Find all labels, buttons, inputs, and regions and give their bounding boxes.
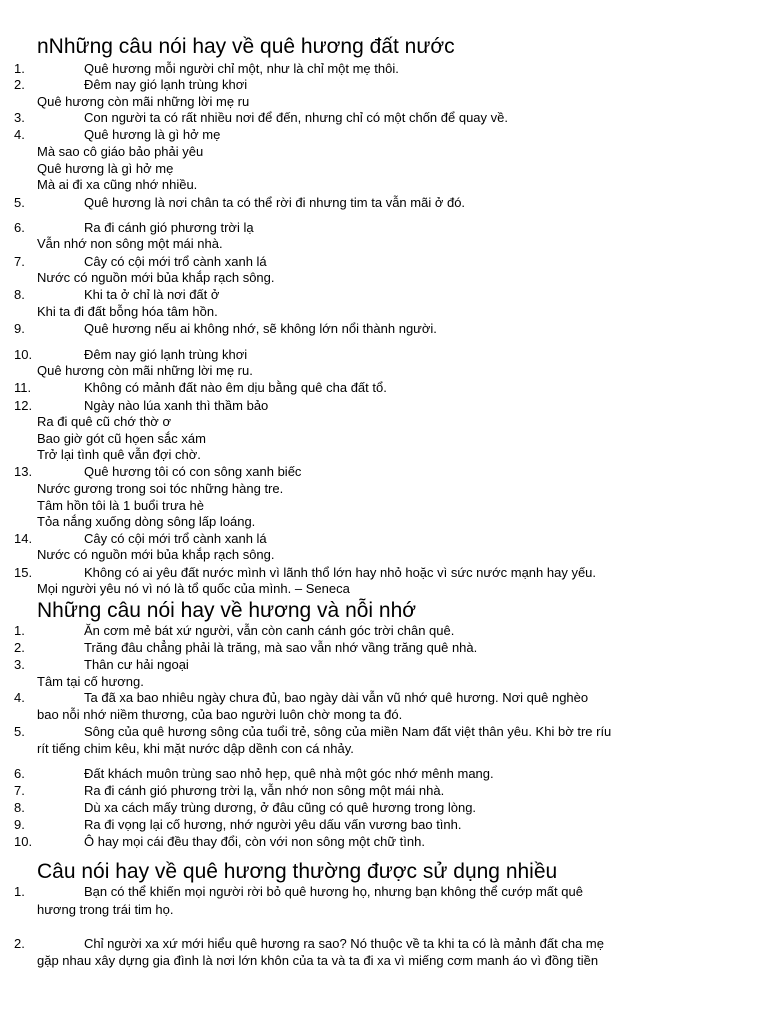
item-line: Ra đi vọng lại cố hương, nhớ người yêu dấu vấn vương bao tình. [84,817,462,832]
item-number: 12. [14,398,33,413]
item-line: Quê hương mỗi người chỉ một, như là chỉ một mẹ thôi. [84,61,399,76]
item-number: 13. [14,464,33,479]
item-line: Bao giờ gót cũ họen sắc xám [37,431,206,446]
item-line: rít tiếng chim kêu, khi mặt nước dập dềnh con cá nhảy. [37,741,354,756]
item-line: bao nỗi nhớ niềm thương, của bao người luôn chờ mong ta đó. [37,707,403,722]
item-number: 4. [14,127,25,142]
item-line: Không có mảnh đất nào êm dịu bằng quê cha đất tổ. [84,380,387,395]
item-line: Ăn cơm mẻ bát xứ người, vẫn còn canh cánh góc trời chân quê. [84,623,455,638]
item-line: Dù xa cách mấy trùng dương, ở đâu cũng có quê hương trong lòng. [84,800,477,815]
item-line: Quê hương là nơi chân ta có thể rời đi nhưng tim ta vẫn mãi ở đó. [84,195,466,210]
item-line: gặp nhau xây dựng gia đình là nơi lớn khôn của ta và ta đi xa vì miếng cơm manh áo vì đồng tiền [37,953,599,968]
item-line: Đất khách muôn trùng sao nhỏ hẹp, quê nhà một góc nhớ mênh mang. [84,766,494,781]
item-line: Mà ai đi xa cũng nhớ nhiều. [37,177,198,192]
item-number: 2. [14,77,25,92]
item-line: Quê hương còn mãi những lời mẹ ru [37,94,250,109]
item-line: Tâm hồn tôi là 1 buổi trưa hè [37,498,204,513]
item-line: Quê hương là gì hở mẹ [37,161,174,176]
item-number: 1. [14,884,25,899]
item-line: Không có ai yêu đất nước mình vì lãnh thổ lớn hay nhỏ hoặc vì sức nước mạnh hay yếu. [84,565,597,580]
item-line: Tỏa nắng xuống dòng sông lấp loáng. [37,514,256,529]
item-number: 8. [14,287,25,302]
item-line: Thân cư hải ngoại [84,657,189,672]
item-line: Khi ta ở chỉ là nơi đất ở [84,287,220,302]
item-line: Ngày nào lúa xanh thì thầm bảo [84,398,269,413]
section-title: nNhững câu nói hay về quê hương đất nước [37,35,455,58]
item-number: 10. [14,347,33,362]
item-line: Tâm tại cố hương. [37,674,144,689]
item-line: Đêm nay gió lạnh trùng khơi [84,347,248,362]
item-line: Quê hương nếu ai không nhớ, sẽ không lớn nổi thành người. [84,321,437,336]
item-number: 11. [14,380,32,395]
item-line: Chỉ người xa xứ mới hiểu quê hương ra sao? Nó thuộc về ta khi ta có là mảnh đất cha mẹ [84,936,604,951]
item-number: 9. [14,321,25,336]
item-number: 9. [14,817,25,832]
item-line: Cây có cội mới trổ cành xanh lá [84,254,267,269]
section-title: Câu nói hay về quê hương thường được sử dụng nhiều [37,860,558,883]
item-number: 7. [14,783,25,798]
item-number: 10. [14,834,33,849]
item-number: 2. [14,640,25,655]
item-line: Mà sao cô giáo bảo phải yêu [37,144,204,159]
item-line: Nước gương trong soi tóc những hàng tre. [37,481,284,496]
item-number: 2. [14,936,25,951]
item-number: 1. [14,61,25,76]
item-line: Quê hương là gì hở mẹ [84,127,221,142]
item-line: Mọi người yêu nó vì nó là tổ quốc của mình. – Seneca [37,581,350,596]
item-line: Cây có cội mới trổ cành xanh lá [84,531,267,546]
item-number: 1. [14,623,25,638]
item-line: Sông của quê hương sông của tuổi trẻ, sông của miền Nam đất việt thân yêu. Khi bờ tre ríu [84,724,612,739]
item-line: Trở lại tình quê vẫn đợi chờ. [37,447,201,462]
item-line: Ra đi quê cũ chớ thờ ơ [37,414,171,429]
item-line: Quê hương còn mãi những lời mẹ ru. [37,363,253,378]
item-number: 6. [14,220,25,235]
item-line: hương trong trái tim họ. [37,902,174,917]
item-line: Nước có nguồn mới bủa khắp rạch sông. [37,270,275,285]
item-line: Ô hay mọi cái đều thay đổi, còn với non sông một chữ tình. [84,834,425,849]
item-line: Khi ta đi đất bỗng hóa tâm hồn. [37,304,218,319]
item-line: Trăng đâu chẳng phải là trăng, mà sao vẫn nhớ vầng trăng quê nhà. [84,640,478,655]
item-line: Nước có nguồn mới bủa khắp rạch sông. [37,547,275,562]
item-number: 8. [14,800,25,815]
item-line: Con người ta có rất nhiều nơi để đến, nhưng chỉ có một chốn để quay về. [84,110,508,125]
item-number: 3. [14,110,25,125]
item-line: Ra đi cánh gió phương trời lạ, vẫn nhớ non sông một mái nhà. [84,783,445,798]
item-number: 6. [14,766,25,781]
item-line: Đêm nay gió lạnh trùng khơi [84,77,248,92]
item-line: Ra đi cánh gió phương trời lạ [84,220,254,235]
item-number: 5. [14,724,25,739]
item-line: Quê hương tôi có con sông xanh biếc [84,464,302,479]
item-number: 15. [14,565,33,580]
section-title: Những câu nói hay về hương và nỗi nhớ [37,599,417,622]
item-number: 14. [14,531,33,546]
item-number: 5. [14,195,25,210]
item-number: 7. [14,254,25,269]
item-line: Vẫn nhớ non sông một mái nhà. [37,236,223,251]
item-number: 3. [14,657,25,672]
item-number: 4. [14,690,25,705]
item-line: Bạn có thể khiến mọi người rời bỏ quê hương họ, nhưng bạn không thể cướp mất quê [84,884,583,899]
item-line: Ta đã xa bao nhiêu ngày chưa đủ, bao ngày dài vẫn vũ nhớ quê hương. Nơi quê nghèo [84,690,589,705]
